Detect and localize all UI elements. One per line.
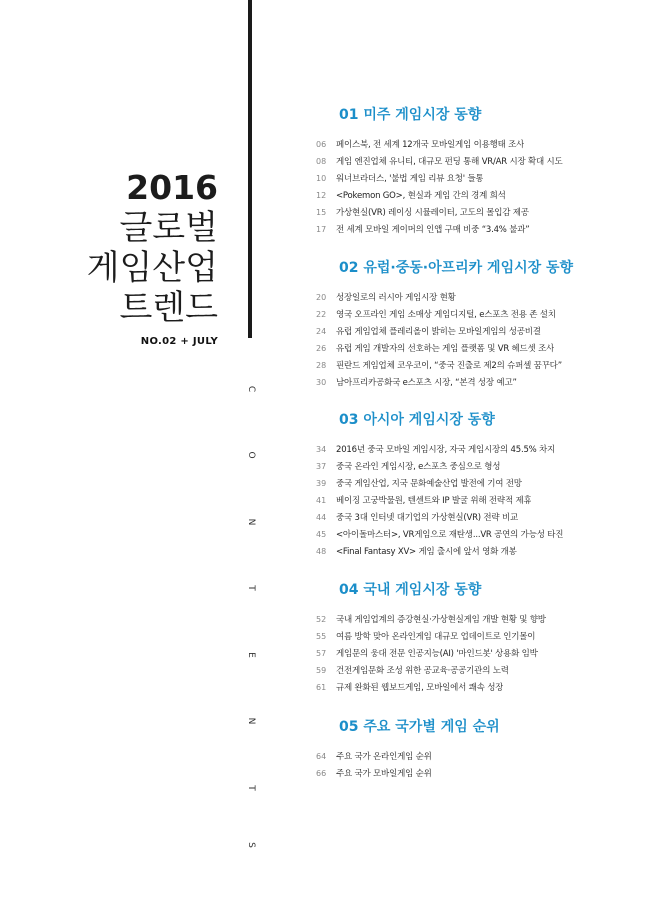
entry-title: <Final Fantasy XV> 게임 출시에 앞서 영화 개봉 <box>336 547 517 557</box>
toc-entry[interactable] <box>316 662 646 679</box>
contents-vertical-label <box>236 384 266 864</box>
entry-title: 중국 게임산업, 지국 문화예술산업 발전에 기여 전망 <box>336 479 522 489</box>
entry-title: 워너브라더스, '불법 게임 리뷰 요청' 들통 <box>336 174 484 184</box>
toc-entry[interactable] <box>316 136 646 153</box>
page-number: 10 <box>316 174 327 183</box>
toc-entry[interactable] <box>316 357 646 374</box>
entry-title: 2016년 중국 모바일 게임시장, 자국 게임시장의 45.5% 차지 <box>336 445 556 455</box>
toc-entry[interactable] <box>316 221 646 238</box>
page-number: 17 <box>316 225 327 234</box>
section-title: 05 주요 국가별 게임 순위 <box>339 719 500 735</box>
contents-letter: N <box>246 518 256 526</box>
entry-title: 국내 게임업계의 증강현실·가상현실게임 개발 현황 및 향방 <box>336 615 546 625</box>
entry-title: 베이징 고궁박물원, 텐센트와 IP 발굴 위해 전략적 제휴 <box>336 496 532 506</box>
page-number: 64 <box>316 752 327 761</box>
toc-entry[interactable] <box>316 543 646 560</box>
toc-entry[interactable] <box>316 526 646 543</box>
contents-letter: T <box>246 585 256 591</box>
page-number: 61 <box>316 683 327 692</box>
contents-letter: N <box>246 717 256 725</box>
toc-entry[interactable] <box>316 628 646 645</box>
page-number: 12 <box>316 191 327 200</box>
section-title: 04 국내 게임시장 동향 <box>339 582 482 598</box>
cover-title-line-3: 트렌드 <box>119 288 218 328</box>
contents-letter: C <box>246 385 256 393</box>
entry-title: 성장일로의 러시아 게임시장 현황 <box>336 293 456 303</box>
entry-title: 남아프리카공화국 e스포츠 시장, “본격 성장 예고” <box>336 378 517 388</box>
contents-letter: E <box>246 652 256 658</box>
entry-title: 여름 방학 맞아 온라인게임 대규모 업데이트로 인기몰이 <box>336 632 536 642</box>
page-number: 52 <box>316 615 327 624</box>
cover-title-line-2: 게임산업 <box>86 248 218 288</box>
page-number: 24 <box>316 327 327 336</box>
contents-letter: S <box>246 842 256 848</box>
toc-entry[interactable] <box>316 323 646 340</box>
entry-title: <Pokemon GO>, 현실과 게임 간의 경계 희석 <box>336 191 506 201</box>
entry-title: 유럽 게임 개발자의 선호하는 게임 플랫폼 및 VR 헤드셋 조사 <box>336 344 555 354</box>
page-number: 30 <box>316 378 327 387</box>
toc-entry[interactable] <box>316 509 646 526</box>
page-number: 37 <box>316 462 327 471</box>
toc-entry[interactable] <box>316 645 646 662</box>
page-number: 57 <box>316 649 327 658</box>
vertical-divider <box>248 0 252 338</box>
section-title: 01 미주 게임시장 동향 <box>339 107 482 123</box>
contents-letter: O <box>246 451 256 459</box>
toc-entry[interactable] <box>316 679 646 696</box>
entry-title: 게임 엔진업체 유니티, 대규모 펀딩 통해 VR/AR 시장 확대 시도 <box>336 157 563 167</box>
toc-entry[interactable] <box>316 492 646 509</box>
page-number: 45 <box>316 530 327 539</box>
toc-section-rankings <box>316 718 646 782</box>
toc-entry[interactable] <box>316 475 646 492</box>
toc-entry[interactable] <box>316 306 646 323</box>
toc-entry[interactable] <box>316 340 646 357</box>
toc-entry[interactable] <box>316 204 646 221</box>
entry-title: 주요 국가 모바일게임 순위 <box>336 769 432 779</box>
toc-entry[interactable] <box>316 187 646 204</box>
toc-section-emea <box>316 259 646 391</box>
toc-entry[interactable] <box>316 458 646 475</box>
page-number: 06 <box>316 140 327 149</box>
page-number: 08 <box>316 157 327 166</box>
entry-title: 핀란드 게임업체 코우코이, “중국 진출로 제2의 슈퍼셀 꿈꾸다” <box>336 361 562 371</box>
contents-letter: T <box>246 785 256 791</box>
entry-title: 건전게임문화 조성 위한 공교육·공공기관의 노력 <box>336 666 509 676</box>
toc-entry[interactable] <box>316 765 646 782</box>
page-number: 34 <box>316 445 327 454</box>
section-title: 03 아시아 게임시장 동향 <box>339 412 495 428</box>
page-number: 66 <box>316 769 327 778</box>
entry-title: 중국 온라인 게임시장, e스포츠 중심으로 형성 <box>336 462 501 472</box>
page-number: 41 <box>316 496 327 505</box>
toc-section-domestic <box>316 581 646 696</box>
toc-entry[interactable] <box>316 441 646 458</box>
section-title: 02 유럽·중동·아프리카 게임시장 동향 <box>339 260 574 276</box>
entry-title: 중국 3대 인터넷 대기업의 가상현실(VR) 전략 비교 <box>336 513 518 523</box>
page-number: 39 <box>316 479 327 488</box>
entry-title: 주요 국가 온라인게임 순위 <box>336 752 432 762</box>
page-number: 28 <box>316 361 327 370</box>
cover-title-block <box>87 168 218 328</box>
toc-entry[interactable] <box>316 170 646 187</box>
toc-section-asia <box>316 411 646 560</box>
page-number: 22 <box>316 310 327 319</box>
page-number: 48 <box>316 547 327 556</box>
entry-title: 게임문의 웅대 전문 인공지능(AI) '마인드봇' 상용화 임박 <box>336 649 538 659</box>
entry-title: 유럽 게임업체 플레리올이 밝히는 모바일게임의 성공비결 <box>336 327 541 337</box>
page-number: 26 <box>316 344 327 353</box>
cover-year: 2016 <box>126 168 218 207</box>
toc-entry[interactable] <box>316 153 646 170</box>
page-number: 55 <box>316 632 327 641</box>
issue-label: NO.02 + JULY <box>140 336 218 347</box>
page-number: 59 <box>316 666 327 675</box>
toc-section-americas <box>316 106 646 238</box>
entry-title: 영국 오프라인 게임 소매상 게임디지털, e스포츠 전용 존 설치 <box>336 310 556 320</box>
entry-title: <아이돌마스터>, VR게임으로 재탄생...VR 공연의 가능성 타진 <box>336 530 564 540</box>
toc-entry[interactable] <box>316 289 646 306</box>
toc-entry[interactable] <box>316 611 646 628</box>
entry-title: 전 세계 모바일 게이머의 인앱 구매 비중 “3.4% 불과” <box>336 225 530 235</box>
page-number: 15 <box>316 208 327 217</box>
entry-title: 페이스북, 전 세계 12개국 모바일게임 이용행태 조사 <box>336 140 525 150</box>
toc-entry[interactable] <box>316 374 646 391</box>
page-number: 20 <box>316 293 327 302</box>
page-number: 44 <box>316 513 327 522</box>
entry-title: 가상현실(VR) 레이싱 시뮬레이터, 고도의 몰입감 제공 <box>336 208 529 218</box>
toc-entry[interactable] <box>316 748 646 765</box>
cover-title-line-1: 글로벌 <box>119 208 218 248</box>
entry-title: 규제 완화된 웹보드게임, 모바일에서 쾌속 성장 <box>336 683 504 693</box>
